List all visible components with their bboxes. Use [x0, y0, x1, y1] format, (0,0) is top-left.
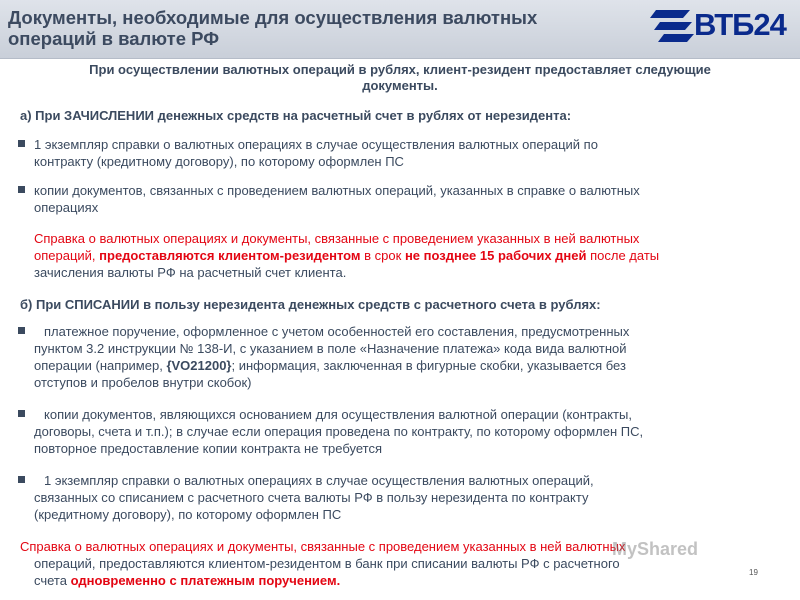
- bullet-line: договоры, счета и т.п.); в случае если операция проведена по контракту, по которому оформлен ПС,: [34, 424, 644, 439]
- intro-line-1: При осуществлении валютных операций в рублях, клиент-резидент предоставляет следующие: [89, 62, 711, 77]
- section-b-bullet-3: [18, 472, 778, 523]
- title-line-1: Документы, необходимые для осуществления валютных: [8, 7, 538, 28]
- section-a-bullet-1: [18, 136, 778, 170]
- bullet-square-icon: [18, 476, 25, 483]
- bullet-line: контракту (кредитному договору), по которому оформлен ПС: [34, 154, 404, 169]
- slide-title: [8, 7, 608, 49]
- bullet-line: пунктом 3.2 инструкции № 138-И, с указанием в поле «Назначение платежа» кода вида валютной: [34, 341, 627, 356]
- bullet-square-icon: [18, 186, 25, 193]
- title-line-2: операций в валюте РФ: [8, 28, 220, 49]
- bullet-line: копии документов, связанных с проведением валютных операций, указанных в справке о валютных: [34, 183, 640, 198]
- bullet-square-icon: [18, 410, 25, 417]
- logo-text: ВТБ24: [694, 7, 786, 42]
- bullet-line: повторное предоставление копии контракта не требуется: [34, 441, 383, 456]
- intro-text: [20, 62, 780, 94]
- bullet-line: платежное поручение, оформленное с учетом особенностей его составления, предусмотренных: [44, 324, 630, 339]
- section-a-note: [34, 230, 784, 281]
- note-line: счета одновременно с платежным поручением.: [34, 573, 341, 588]
- note-line: зачисления валюты РФ на расчетный счет клиента.: [34, 265, 347, 280]
- section-b-bullet-2: [18, 406, 778, 457]
- note-line: операций, предоставляются клиентом-резидентом в срок не позднее 15 рабочих дней после даты: [34, 248, 660, 263]
- slide-header: [0, 0, 800, 59]
- bullet-line: операции (например, {VO21200}; информация, заключенная в фигурные скобки, указывается без: [34, 358, 626, 373]
- intro-line-2: документы.: [362, 78, 438, 93]
- note-line: операций, предоставляются клиентом-резидентом в банк при списании валюты РФ с расчетного: [34, 556, 620, 571]
- bullet-line: операциях: [34, 200, 99, 215]
- bullet-line: отступов и пробелов внутри скобок): [34, 375, 252, 390]
- section-a-bullet-2: [18, 182, 778, 216]
- bullet-line: 1 экземпляр справки о валютных операциях в случае осуществления валютных операций,: [44, 473, 594, 488]
- bullet-square-icon: [18, 327, 25, 334]
- page-number: 19: [749, 568, 758, 577]
- bullet-square-icon: [18, 140, 25, 147]
- bullet-line: 1 экземпляр справки о валютных операциях в случае осуществления валютных операций по: [34, 137, 598, 152]
- vtb24-logo: [650, 2, 800, 50]
- watermark: MyShared: [612, 539, 699, 559]
- note-line: Справка о валютных операциях и документы, связанные с проведением указанных в ней валютных: [34, 231, 640, 246]
- bullet-line: (кредитному договору), по которому оформлен ПС: [34, 507, 342, 522]
- note-line: Справка о валютных операциях и документы, связанные с проведением указанных в ней валютных: [20, 539, 626, 554]
- vtb-stripes-icon: [650, 4, 694, 48]
- bullet-line: копии документов, являющихся основанием для осуществления валютной операции (контракты,: [44, 407, 632, 422]
- section-a-heading: а) При ЗАЧИСЛЕНИИ денежных средств на расчетный счет в рублях от нерезидента:: [20, 108, 572, 123]
- bullet-line: связанных со списанием с расчетного счета валюты РФ в пользу нерезидента по контракту: [34, 490, 589, 505]
- section-b-heading: б) При СПИСАНИИ в пользу нерезидента денежных средств с расчетного счета в рублях:: [20, 297, 601, 312]
- section-b-bullet-1: [18, 323, 778, 391]
